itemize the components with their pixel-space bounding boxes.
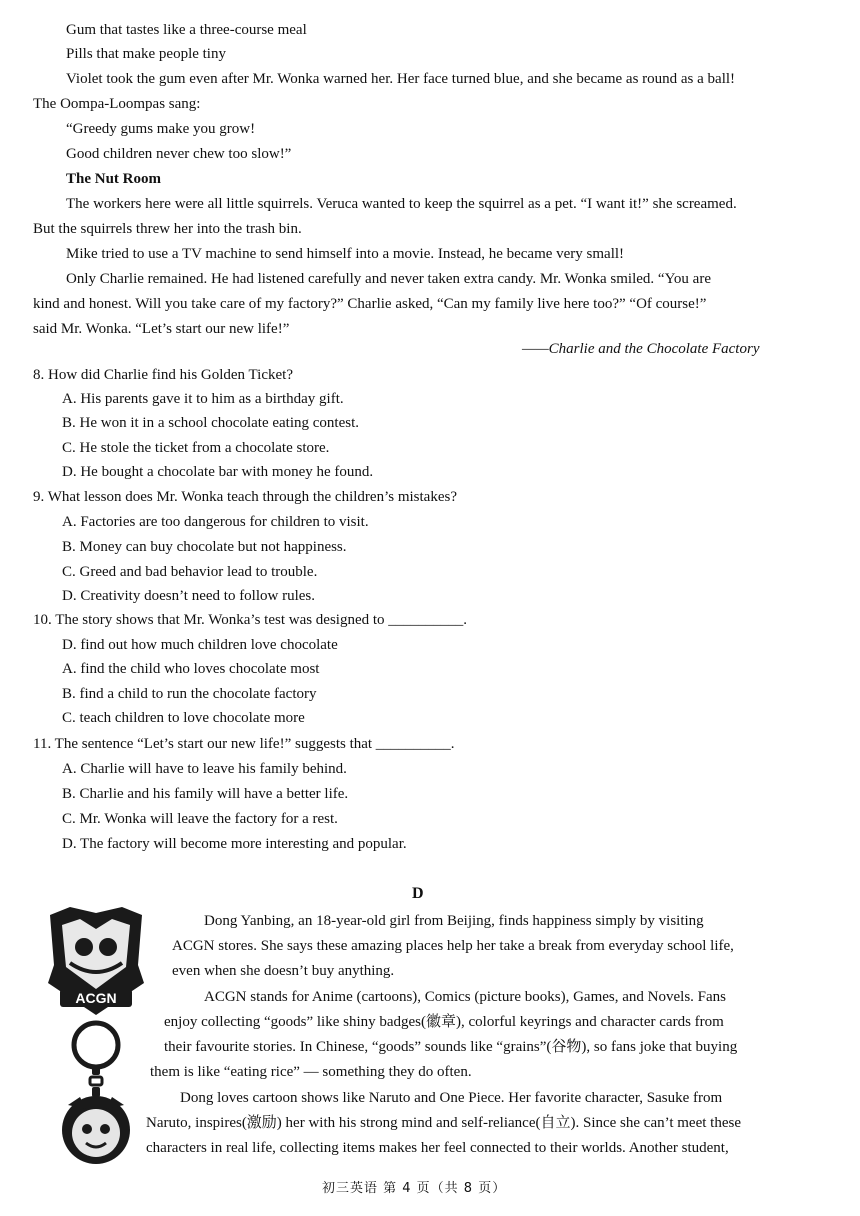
passage-line: Only Charlie remained. He had listened carefully and never taken extra candy. Mr. Wonka smiled. “You are [66,271,711,287]
question-option: D. Creativity doesn’t need to follow rules. [62,588,316,604]
question-option: B. He won it in a school chocolate eating contest. [62,415,360,431]
passage-line: even when she doesn’t buy anything. [172,963,395,979]
question-stem: 10. The story shows that Mr. Wonka’s test was designed to __________. [33,612,468,628]
passage-line: Gum that tastes like a three-course meal [66,22,307,38]
passage-line: Violet took the gum even after Mr. Wonka warned her. Her face turned blue, and she became as round as a ball! [66,71,736,87]
passage-line: said Mr. Wonka. “Let’s start our new life!” [33,321,290,337]
section-label: D [412,885,424,902]
question-option: D. He bought a chocolate bar with money he found. [62,464,374,480]
question-option: B. find a child to run the chocolate factory [62,686,317,702]
page-footer: 初三英语 第 4 页（共 8 页） [322,1181,507,1196]
acgn-keychain-illustration [40,905,152,1175]
passage-line: Naruto, inspires(激励) her with his strong mind and self-reliance(自立). Since she can’t meet these [146,1115,741,1131]
question-option: B. Money can buy chocolate but not happiness. [62,539,347,555]
passage-line: Pills that make people tiny [66,46,226,62]
question-option: C. Mr. Wonka will leave the factory for a rest. [62,811,338,827]
passage-line: characters in real life, collecting items makes her feel connected to their worlds. Another student, [146,1140,729,1156]
question-option: D. find out how much children love chocolate [62,637,338,653]
question-option: B. Charlie and his family will have a better life. [62,786,349,802]
passage-line: them is like “eating rice” — something they do often. [150,1064,472,1080]
question-option: D. The factory will become more interesting and popular. [62,836,407,852]
badge-text: ACGN [75,990,117,1006]
passage-line: Mike tried to use a TV machine to send himself into a movie. Instead, he became very small! [66,246,625,262]
question-option: A. find the child who loves chocolate most [62,661,320,677]
question-option: A. His parents gave it to him as a birthday gift. [62,391,344,407]
passage-line: kind and honest. Will you take care of my factory?” Charlie asked, “Can my family live here too?” “Of course!” [33,296,707,312]
passage-line: The Oompa-Loompas sang: [33,96,201,112]
passage-line: Dong Yanbing, an 18-year-old girl from Beijing, finds happiness simply by visiting [204,913,704,929]
passage-line: their favourite stories. In Chinese, “goods” sounds like “grains”(谷物), so fans joke that buying [164,1039,738,1055]
passage-line: Dong loves cartoon shows like Naruto and One Piece. Her favorite character, Sasuke from [180,1090,723,1106]
question-option: A. Charlie will have to leave his family behind. [62,761,347,777]
passage-line: The workers here were all little squirrels. Veruca wanted to keep the squirrel as a pet. “I want it!” she screamed. [66,196,737,212]
question-option: C. He stole the ticket from a chocolate store. [62,440,330,456]
question-option: C. Greed and bad behavior lead to trouble. [62,564,318,580]
question-stem: 8. How did Charlie find his Golden Ticket? [33,367,293,383]
passage-line: Good children never chew too slow!” [66,146,292,162]
passage-source: ——Charlie and the Chocolate Factory [522,341,760,357]
question-stem: 9. What lesson does Mr. Wonka teach through the children’s mistakes? [33,489,457,505]
passage-line: ACGN stores. She says these amazing places help her take a break from everyday school life, [172,938,734,954]
question-stem: 11. The sentence “Let’s start our new life!” suggests that __________. [33,736,455,752]
passage-line: “Greedy gums make you grow! [66,121,256,137]
passage-line: enjoy collecting “goods” like shiny badges(徽章), colorful keyrings and character cards from [164,1014,724,1030]
section-heading: The Nut Room [66,171,162,187]
question-option: A. Factories are too dangerous for children to visit. [62,514,369,530]
passage-line: But the squirrels threw her into the trash bin. [33,221,302,237]
keyring-icon [74,1023,118,1067]
passage-line: ACGN stands for Anime (cartoons), Comics (picture books), Games, and Novels. Fans [204,989,726,1005]
question-option: C. teach children to love chocolate more [62,710,305,726]
